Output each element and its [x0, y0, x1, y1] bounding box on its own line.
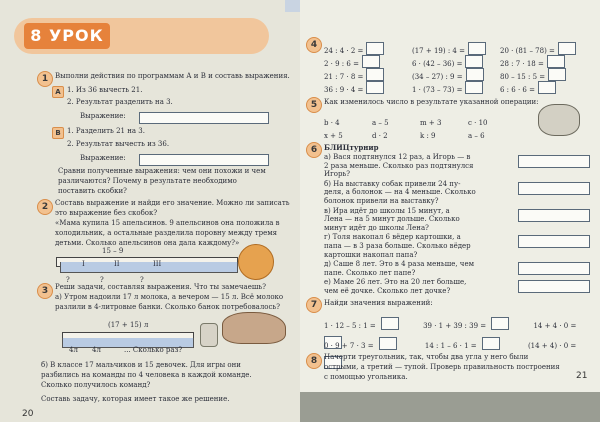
blitz-item-line: папа — в 3 раза больше. Сколько вёдер: [324, 241, 471, 250]
task-2-number: 2: [37, 199, 53, 215]
task-4-expression: (34 – 27) : 9 =: [412, 73, 463, 81]
task-4-expression: 20 · (81 – 78) =: [500, 47, 555, 55]
task-5-r2-c3: k : 9: [420, 132, 436, 140]
task-8-line-3: с помощью угольника.: [324, 373, 408, 381]
task-5-row-2: [324, 123, 524, 142]
task-1-question-1: Сравни полученные выражения: чем они похожи и чем: [58, 167, 266, 175]
blitz-item: [324, 278, 594, 295]
blitz-item: [324, 180, 594, 206]
task-3-line-5: разбились на команды по 4 человека в каждой команде.: [41, 371, 252, 379]
blitz-answer-box[interactable]: [518, 280, 590, 293]
task-7-title: Найди значения выражений:: [324, 299, 433, 307]
task-4-rows: [324, 38, 594, 94]
program-a-step1: 1. Из 36 вычесть 21.: [67, 86, 143, 94]
task-4-cell: [500, 77, 588, 96]
task-1-number: 1: [37, 71, 53, 87]
task-3-seg-3: ... Сколько раз?: [124, 346, 183, 354]
task-3-line-3: разлили в 4-литровые банки. Сколько банок потребовалось?: [55, 303, 280, 311]
task-7-r2-box2[interactable]: [482, 337, 500, 350]
task-2-seg-1: I: [82, 260, 85, 268]
task-4-expression: 6 : 6 · 6 =: [500, 86, 535, 94]
task-3-line-7: Составь задачу, которая имеет такое же решение.: [41, 395, 230, 403]
blitz-answer-box[interactable]: [518, 209, 590, 222]
task-7-r2-e1: 0 · 9 + 7 · 3 =: [324, 342, 374, 350]
blitz-item: [324, 207, 594, 233]
task-5-title: Как изменилось число в результате указанной операции:: [324, 98, 539, 106]
milk-can-illustration: [200, 323, 218, 347]
task-2-diagram-label: 15 – 9: [102, 247, 124, 255]
blitz-item-line: 2 раза меньше. Сколько раз подтянулся: [324, 161, 474, 170]
task-4-expression: 36 : 9 · 4 =: [324, 86, 364, 94]
task-2-segment-parts: [60, 262, 238, 273]
task-4-expression: 21 : 7 · 8 =: [324, 73, 364, 81]
task-4-row: [324, 51, 594, 68]
task-8-number: 8: [306, 353, 322, 369]
dog-illustration: [538, 104, 580, 136]
task-7-r1-box2[interactable]: [491, 317, 509, 330]
task-7-r1-e2: 39 · 1 + 39 : 39 =: [423, 322, 487, 330]
blitz-item-line: болонок привели на выставку?: [324, 196, 439, 205]
task-4-expression: 28 : 7 · 18 =: [500, 60, 544, 68]
task-4-answer-box[interactable]: [366, 81, 384, 94]
blitz-item-line: деля, а болонок — на 4 меньше. Сколько: [324, 188, 476, 197]
blitz-item-line: папе. Сколько лет папе?: [324, 268, 416, 277]
task-5-r1-c2: a – 5: [372, 119, 389, 127]
blitz-item-line: картошки накопал папа?: [324, 250, 418, 259]
task-8-line-1: Начерти треугольник, так, чтобы два угла у него были: [324, 353, 529, 361]
task-7-r2-box1[interactable]: [379, 337, 397, 350]
task-6-title: БЛИЦтурнир: [324, 143, 379, 152]
task-1-question-2: различаются? Почему в результате необходимо: [58, 177, 237, 185]
task-4-cell: [412, 77, 500, 96]
answer-box-a[interactable]: [139, 112, 269, 124]
blitz-item-line: а) Вася подтянулся 12 раз, а Игорь — в: [324, 153, 471, 161]
blitz-item-line: чем её дочке. Сколько лет дочке?: [324, 286, 451, 295]
task-1-question-3: поставить скобки?: [58, 187, 127, 195]
task-2-seg-3: III: [153, 260, 162, 268]
blitz-item-line: г) Толя накопал 6 вёдер картошки, а: [324, 233, 461, 242]
task-2-line-3: «Мама купила 15 апельсинов. 9 апельсинов она положила в: [55, 219, 280, 227]
cow-illustration: [222, 312, 286, 344]
table-surface: [300, 392, 600, 422]
task-6-number: 6: [306, 142, 322, 158]
task-3-line-2: а) Утром надоили 17 л молока, а вечером — 15 л. Всё молоко: [55, 293, 284, 301]
task-4-expression: (17 + 19) : 4 =: [412, 47, 465, 55]
task-2-line-5: детьми. Сколько апельсинов она дала каждому?»: [55, 239, 240, 247]
task-7-r1-e1: 1 · 12 – 5 : 1 =: [324, 322, 376, 330]
blitz-item: [324, 153, 594, 179]
expr-label-a: Выражение:: [80, 112, 126, 120]
task-6-list: [324, 153, 594, 297]
task-5-r1-c1: b · 4: [324, 119, 340, 127]
right-page-number: 21: [576, 371, 588, 381]
task-8-line-2: острыми, а третий — тупой. Проверь правильность построения: [324, 363, 560, 371]
task-4-row: [324, 77, 594, 94]
task-3-line-1: Реши задачи, составляя выражения. Что ты замечаешь?: [55, 283, 266, 291]
task-5-r1-c3: m + 3: [420, 119, 442, 127]
task-4-number: 4: [306, 37, 322, 53]
task-2-q-1: ?: [66, 276, 70, 284]
task-3-seg-2: 4л: [92, 346, 101, 354]
blitz-answer-box[interactable]: [518, 262, 590, 275]
blitz-answer-box[interactable]: [518, 155, 590, 168]
blitz-item-line: Лена — на 5 минут дольше. Сколько: [324, 215, 460, 224]
task-4-expression: 2 · 9 : 6 =: [324, 60, 359, 68]
program-a-step2: 2. Результат разделить на 3.: [67, 98, 173, 106]
task-5-r2-c4: a – 6: [468, 132, 485, 140]
answer-box-b[interactable]: [139, 154, 269, 166]
program-a-label: А: [52, 86, 64, 98]
blitz-item-line: в) Ира идёт до школы 15 минут, а: [324, 206, 450, 215]
task-3-number: 3: [37, 283, 53, 299]
program-b-step2: 2. Результат вычесть из 36.: [67, 140, 170, 148]
blitz-answer-box[interactable]: [518, 235, 590, 248]
right-page: [300, 0, 600, 422]
blitz-item-line: е) Маме 26 лет. Это на 20 лет больше,: [324, 278, 467, 287]
task-3-seg-1: 4л: [69, 346, 78, 354]
left-page-number: 20: [22, 409, 34, 419]
task-2-q-3: ?: [140, 276, 144, 284]
task-4-row: [324, 38, 594, 55]
blitz-item: [324, 260, 594, 277]
task-5-number: 5: [306, 97, 322, 113]
task-5-r2-c2: d · 2: [372, 132, 388, 140]
blitz-item-line: д) Саше 8 лет. Это в 4 раза меньше, чем: [324, 260, 475, 269]
task-3-diagram-label: (17 + 15) л: [108, 321, 149, 329]
task-4-cell: [324, 77, 412, 96]
task-2-line-4: холодильник, а остальные разделила поровну между тремя: [55, 229, 278, 237]
task-7-r1-e3: 14 + 4 · 0 =: [533, 322, 577, 330]
task-4-row: [324, 64, 594, 81]
task-1-title: Выполни действия по программам А и В и составь выражения.: [55, 72, 290, 80]
task-7-r2-e3: (14 + 4) · 0 =: [527, 342, 577, 350]
task-2-seg-2: II: [114, 260, 120, 268]
task-2-q-2: ?: [100, 276, 104, 284]
task-2-line-1: Составь выражение и найди его значение. Можно ли записать: [55, 199, 290, 207]
task-2-line-2: это выражение без скобок?: [55, 209, 158, 217]
lesson-title: 8 УРОК: [24, 23, 110, 49]
program-b-label: В: [52, 127, 64, 139]
task-7-number: 7: [306, 297, 322, 313]
task-3-line-4: б) В классе 17 мальчиков и 15 девочек. Для игры они: [41, 361, 241, 369]
blitz-item-line: б) На выставку собак привели 24 пу-: [324, 179, 461, 188]
orange-illustration: [238, 244, 274, 280]
task-7-r1-box1[interactable]: [381, 317, 399, 330]
task-4-answer-box[interactable]: [538, 81, 556, 94]
program-b-step1: 1. Разделить 21 на 3.: [67, 127, 145, 135]
blitz-item-line: Игорь?: [324, 170, 351, 179]
task-4-expression: 80 – 15 : 5 =: [500, 73, 546, 81]
task-5-r1-c4: c · 10: [468, 119, 488, 127]
task-4-expression: 1 · (73 – 73) =: [412, 86, 463, 94]
task-7-r2-e2: 14 : 1 – 6 · 1 =: [424, 342, 477, 350]
task-4-expression: 24 : 4 · 2 =: [324, 47, 364, 55]
task-4-grid: [324, 38, 594, 94]
blitz-item-line: минут идёт до школы Лена?: [324, 223, 429, 232]
blitz-answer-box[interactable]: [518, 182, 590, 195]
expr-label-b: Выражение:: [80, 154, 126, 162]
task-3-line-6: Сколько получилось команд?: [41, 381, 151, 389]
task-4-answer-box[interactable]: [465, 81, 483, 94]
blitz-item: [324, 233, 594, 259]
task-4-expression: 6 · (42 – 36) =: [412, 60, 463, 68]
task-5-r2-c1: x + 5: [324, 132, 343, 140]
